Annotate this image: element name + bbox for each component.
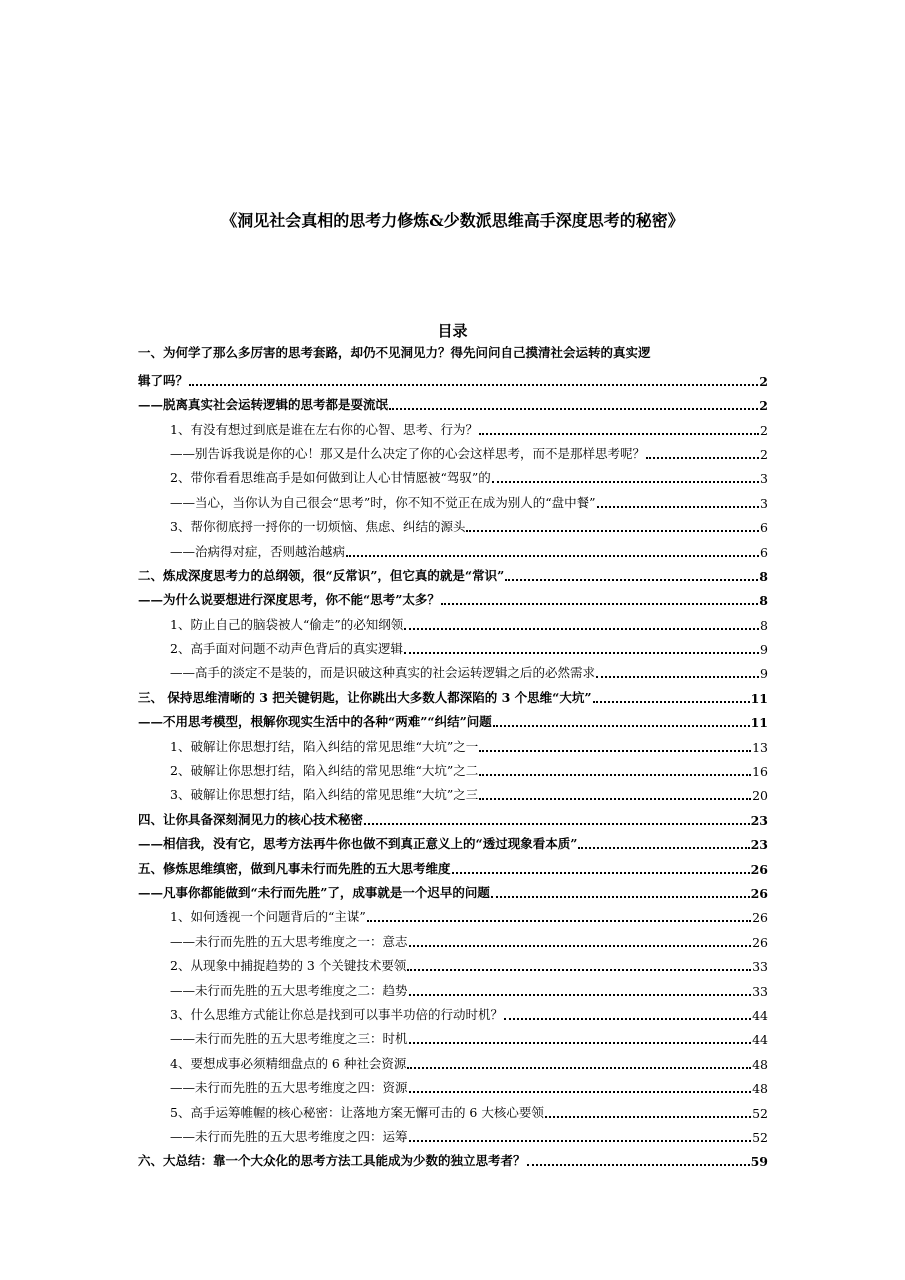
- toc-entry-page: 9: [760, 642, 768, 658]
- toc-entry-text: 二、炼成深度思考力的总纲领，很“反常识”，但它真的就是“常识”: [138, 567, 505, 583]
- toc-entry-text: 3、帮你彻底捋一捋你的一切烦恼、焦虑、纠结的源头: [170, 519, 466, 535]
- toc-entry[interactable]: [138, 636, 768, 660]
- toc-entry-page: 33: [752, 983, 768, 999]
- toc-entry[interactable]: [138, 514, 768, 538]
- toc-entry-text: 四、让你具备深刻洞见力的核心技术秘密: [138, 811, 364, 827]
- toc-entry-page: 11: [750, 690, 768, 706]
- toc-entry[interactable]: [138, 709, 768, 733]
- toc-entry-page: 2: [759, 398, 768, 414]
- toc-entry[interactable]: [138, 953, 768, 977]
- toc-entry-page: 16: [752, 764, 768, 780]
- dot-leader: [452, 871, 750, 874]
- toc-entry-page: 44: [752, 1032, 768, 1048]
- toc-entry-page: 23: [750, 837, 768, 853]
- dot-leader: [404, 627, 759, 630]
- toc-entry-page: 9: [760, 666, 768, 682]
- dot-leader: [441, 602, 758, 605]
- toc-entry-page: 11: [750, 715, 768, 731]
- toc-entry[interactable]: [138, 489, 768, 513]
- toc-entry[interactable]: [138, 733, 768, 757]
- toc-entry-text: 1、有没有想过到底是谁在左右你的心智、思考、行为？: [170, 421, 478, 437]
- toc-entry-text: 2、带你看看思维高手是如何做到让人心甘情愿被“驾驭”的: [170, 470, 491, 486]
- toc-entry[interactable]: [138, 831, 768, 855]
- toc-entry-page: 3: [760, 471, 768, 487]
- toc-entry-text: ——别告诉我说是你的心！那又是什么决定了你的心会这样思考，而不是那样思考呢？: [170, 445, 646, 461]
- dot-leader: [407, 1066, 751, 1069]
- dot-leader: [346, 554, 759, 557]
- toc-heading: 目录: [437, 322, 468, 340]
- dot-leader: [493, 724, 750, 727]
- toc-entry-page: 6: [760, 544, 768, 560]
- toc-entry-page: 2: [759, 373, 768, 389]
- toc-entry[interactable]: [138, 782, 768, 806]
- toc-entry-page: 2: [760, 446, 768, 462]
- toc-entry-text: 三、 保持思维清晰的 3 把关键钥匙，让你跳出大多数人都深陷的 3 个思维“大坑”: [138, 689, 592, 705]
- toc-entry-text: ——未行而先胜的五大思考维度之四：运筹: [170, 1128, 408, 1144]
- dot-leader: [407, 968, 751, 971]
- toc-entry[interactable]: [138, 855, 768, 879]
- toc-entry-text: 一、为何学了那么多厉害的思考套路，却仍不见洞见力？得先问问自己摸清社会运转的真实逻: [138, 345, 651, 360]
- toc-entry[interactable]: [138, 392, 768, 416]
- toc-entry[interactable]: [138, 343, 768, 367]
- toc-entry-text: 3、破解让你思想打结，陷入纠结的常见思维“大坑”之三: [170, 787, 479, 803]
- toc-entry-page: 26: [750, 885, 768, 901]
- dot-leader: [409, 993, 752, 996]
- toc-entry-page: 8: [760, 617, 768, 633]
- toc-entry[interactable]: [138, 758, 768, 782]
- toc-entry-text: ——相信我，没有它，思考方法再牛你也做不到真正意义上的“透过现象看本质”: [138, 836, 578, 852]
- toc-entry[interactable]: [138, 977, 768, 1001]
- toc-entry[interactable]: [138, 880, 768, 904]
- toc-entry[interactable]: [138, 538, 768, 562]
- dot-leader: [479, 773, 751, 776]
- toc-entry[interactable]: [138, 806, 768, 830]
- dot-leader: [409, 1041, 752, 1044]
- toc-entry-text: ——凡事你都能做到“未行而先胜”了，成事就是一个迟早的问题: [138, 884, 490, 900]
- dot-leader: [189, 383, 758, 386]
- toc-entry-text: 4、要想成事必须精细盘点的 6 种社会资源: [170, 1055, 407, 1071]
- toc-entry[interactable]: [138, 1026, 768, 1050]
- dot-leader: [479, 749, 751, 752]
- toc-entry-page: 52: [752, 1129, 768, 1145]
- dot-leader: [389, 407, 758, 410]
- dot-leader: [545, 1115, 751, 1118]
- toc-entry-page: 3: [760, 495, 768, 511]
- toc-entry-page: 26: [752, 910, 768, 926]
- dot-leader: [367, 919, 751, 922]
- toc-entry-page: 59: [750, 1154, 768, 1170]
- toc-entry-text: ——当心，当你认为自己很会“思考”时，你不知不觉正在成为别人的“盘中餐”: [170, 494, 596, 510]
- toc-entry-text: 3、什么思维方式能让你总是找到可以事半功倍的行动时机？: [170, 1006, 503, 1022]
- toc-entry-text: ——治病得对症，否则越治越病: [170, 543, 346, 559]
- dot-leader: [596, 675, 759, 678]
- toc-entry-text: 2、从现象中捕捉趋势的 3 个关键技术要领: [170, 958, 407, 974]
- toc-entry[interactable]: [138, 367, 768, 391]
- toc-entry-page: 48: [752, 1056, 768, 1072]
- toc-entry-text: 五、修炼思维缜密，做到凡事未行而先胜的五大思考维度: [138, 860, 451, 876]
- toc-entry[interactable]: [138, 1002, 768, 1026]
- toc-entry-text: ——未行而先胜的五大思考维度之四：资源: [170, 1080, 408, 1096]
- toc-entry-page: 8: [759, 568, 768, 584]
- toc-entry-page: 52: [752, 1105, 768, 1121]
- toc-entry[interactable]: [138, 684, 768, 708]
- toc-entry[interactable]: [138, 904, 768, 928]
- dot-leader: [409, 1090, 752, 1093]
- table-of-contents: [138, 343, 768, 1172]
- toc-entry-text: ——未行而先胜的五大思考维度之一：意志: [170, 933, 408, 949]
- toc-entry-text: 六、大总结：靠一个大众化的思考方法工具能成为少数的独立思考者？: [138, 1153, 526, 1169]
- toc-entry[interactable]: [138, 1050, 768, 1074]
- toc-entry-page: 48: [752, 1081, 768, 1097]
- toc-entry[interactable]: [138, 1099, 768, 1123]
- toc-entry-page: 33: [752, 959, 768, 975]
- dot-leader: [492, 480, 759, 483]
- toc-entry-text: ——未行而先胜的五大思考维度之二：趋势: [170, 982, 408, 998]
- toc-entry-text: ——高手的淡定不是装的，而是识破这种真实的社会运转逻辑之后的必然需求: [170, 665, 596, 681]
- toc-entry-page: 2: [760, 422, 768, 438]
- toc-entry-text: ——未行而先胜的五大思考维度之三：时机: [170, 1031, 408, 1047]
- dot-leader: [504, 1017, 751, 1020]
- toc-entry[interactable]: [138, 465, 768, 489]
- toc-entry-page: 23: [750, 812, 768, 828]
- toc-entry[interactable]: [138, 587, 768, 611]
- toc-entry-text: 1、破解让你思想打结，陷入纠结的常见思维“大坑”之一: [170, 738, 479, 754]
- toc-entry-text: 1、如何透视一个问题背后的“主谋”: [170, 909, 366, 925]
- toc-entry-page: 6: [760, 520, 768, 536]
- toc-entry-text: 辑了吗？: [138, 372, 189, 388]
- toc-entry-text: 2、破解让你思想打结，陷入纠结的常见思维“大坑”之二: [170, 763, 479, 779]
- dot-leader: [491, 895, 750, 898]
- toc-entry-text: ——为什么说要想进行深度思考，你不能“思考”太多？: [138, 592, 440, 608]
- toc-entry[interactable]: [138, 928, 768, 952]
- dot-leader: [404, 651, 759, 654]
- toc-entry[interactable]: [138, 563, 768, 587]
- toc-entry[interactable]: [138, 1124, 768, 1148]
- dot-leader: [479, 797, 751, 800]
- toc-entry-page: 26: [752, 934, 768, 950]
- toc-entry[interactable]: [138, 1148, 768, 1172]
- dot-leader: [466, 529, 759, 532]
- dot-leader: [505, 578, 758, 581]
- toc-entry-page: 44: [752, 1007, 768, 1023]
- dot-leader: [527, 1163, 750, 1166]
- toc-entry[interactable]: [138, 1075, 768, 1099]
- toc-entry-page: 20: [752, 788, 768, 804]
- toc-entry-page: 8: [759, 593, 768, 609]
- toc-entry-text: 5、高手运筹帷幄的核心秘密：让落地方案无懈可击的 6 大核心要领: [170, 1104, 544, 1120]
- toc-entry[interactable]: [138, 660, 768, 684]
- toc-entry[interactable]: [138, 441, 768, 465]
- document-title: 《洞见社会真相的思考力修炼&少数派思维高手深度思考的秘密》: [221, 211, 684, 230]
- toc-entry[interactable]: [138, 416, 768, 440]
- dot-leader: [593, 700, 750, 703]
- dot-leader: [409, 1139, 752, 1142]
- dot-leader: [578, 846, 749, 849]
- dot-leader: [409, 944, 752, 947]
- toc-entry-text: ——脱离真实社会运转逻辑的思考都是耍流氓: [138, 397, 389, 413]
- toc-entry-text: ——不用思考模型，根解你现实生活中的各种“两难”“纠结”问题: [138, 714, 492, 730]
- dot-leader: [479, 432, 759, 435]
- toc-entry-text: 1、防止自己的脑袋被人“偷走”的必知纲领: [170, 616, 404, 632]
- toc-entry[interactable]: [138, 611, 768, 635]
- dot-leader: [646, 456, 759, 459]
- toc-entry-page: 26: [750, 861, 768, 877]
- dot-leader: [597, 505, 759, 508]
- toc-entry-text: 2、高手面对问题不动声色背后的真实逻辑: [170, 641, 403, 657]
- dot-leader: [364, 822, 750, 825]
- toc-entry-page: 13: [752, 739, 768, 755]
